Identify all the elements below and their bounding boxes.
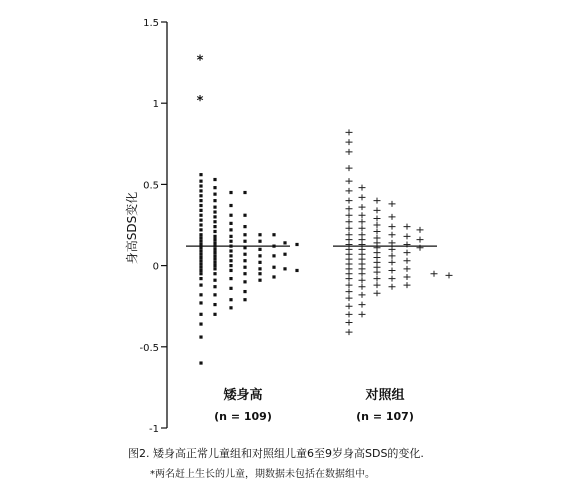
short-stature-point [199, 223, 202, 226]
short-stature-point [229, 264, 232, 267]
control-point [346, 311, 353, 317]
short-stature-point [272, 254, 275, 257]
control-point [359, 212, 366, 218]
short-stature-point [283, 253, 286, 256]
short-stature-point [199, 189, 202, 192]
control-point [404, 224, 411, 230]
control-point [404, 250, 411, 256]
short-stature-point [213, 261, 216, 264]
control-point [404, 274, 411, 280]
short-stature-point [199, 236, 202, 239]
short-stature-point [243, 272, 246, 275]
control-point [346, 319, 353, 325]
short-stature-point [243, 191, 246, 194]
short-stature-point [213, 285, 216, 288]
control-point [346, 178, 353, 184]
control-point [346, 295, 353, 301]
short-stature-point [199, 253, 202, 256]
short-stature-point [199, 283, 202, 286]
short-stature-point [243, 214, 246, 217]
outlier-point: * [196, 93, 204, 109]
short-stature-point [243, 290, 246, 293]
short-stature-point [199, 180, 202, 183]
short-stature-point [243, 280, 246, 283]
group-labels [214, 387, 414, 423]
y-tick-label: 1.5 [143, 18, 159, 29]
short-stature-point [283, 241, 286, 244]
control-point [374, 269, 381, 275]
control-point [359, 271, 366, 277]
short-stature-point [229, 259, 232, 262]
short-stature-point [199, 173, 202, 176]
control-point [346, 188, 353, 194]
short-stature-point [213, 230, 216, 233]
control-point [346, 289, 353, 295]
short-stature-point [229, 235, 232, 238]
group-n-label: (n = 109) [214, 410, 272, 423]
control-point [374, 222, 381, 228]
control-point [359, 277, 366, 283]
y-tick-label: 1 [152, 99, 159, 111]
short-stature-point [295, 269, 298, 272]
short-stature-point [199, 214, 202, 217]
short-stature-point [213, 258, 216, 261]
group-label: 对照组 [365, 388, 405, 403]
control-point [359, 204, 366, 210]
short-stature-point [258, 272, 261, 275]
short-stature-point [243, 298, 246, 301]
short-stature-point [199, 233, 202, 236]
control-point [374, 216, 381, 222]
short-stature-point [199, 199, 202, 202]
short-stature-point [258, 279, 261, 282]
control-point [346, 219, 353, 225]
figure-footnote: *两名赶上生长的儿童，期数据未包括在数据组中。 [150, 469, 375, 480]
short-stature-point [199, 335, 202, 338]
short-stature-point [229, 204, 232, 207]
y-tick-label: -0.5 [139, 342, 159, 354]
short-stature-point [213, 303, 216, 306]
control-point [346, 212, 353, 218]
short-stature-point [199, 259, 202, 262]
short-stature-point [213, 225, 216, 228]
short-stature-point [213, 272, 216, 275]
short-stature-point [243, 253, 246, 256]
control-point [346, 206, 353, 212]
control-point [374, 290, 381, 296]
short-stature-point [199, 249, 202, 252]
short-stature-point [272, 275, 275, 278]
control-point [346, 139, 353, 145]
group-n-label: (n = 107) [356, 410, 414, 423]
short-stature-point [213, 235, 216, 238]
short-stature-point [258, 267, 261, 270]
short-stature-point [295, 243, 298, 246]
control-point [404, 233, 411, 239]
short-stature-point [199, 204, 202, 207]
short-stature-point [213, 254, 216, 257]
short-stature-point [229, 277, 232, 280]
short-stature-point [199, 277, 202, 280]
control-point [359, 194, 366, 200]
control-point [346, 198, 353, 204]
short-stature-point [243, 240, 246, 243]
short-stature-point [229, 214, 232, 217]
control-point [346, 282, 353, 288]
control-point [389, 284, 396, 290]
control-point [346, 149, 353, 155]
control-point [446, 272, 453, 278]
control-point [389, 253, 396, 259]
data-marks [186, 53, 453, 364]
short-stature-point [199, 184, 202, 187]
short-stature-point [243, 266, 246, 269]
short-stature-point [258, 233, 261, 236]
control-point [359, 292, 366, 298]
short-stature-point [213, 199, 216, 202]
control-point [374, 276, 381, 282]
short-stature-point [229, 298, 232, 301]
short-stature-point [199, 361, 202, 364]
short-stature-point [213, 264, 216, 267]
control-point [417, 237, 424, 243]
control-point [374, 207, 381, 213]
control-point [374, 228, 381, 234]
control-point [389, 232, 396, 238]
control-point [359, 302, 366, 308]
control-point [359, 225, 366, 231]
short-stature-point [213, 178, 216, 181]
short-stature-point [243, 259, 246, 262]
short-stature-point [229, 306, 232, 309]
short-stature-point [199, 209, 202, 212]
short-stature-point [272, 233, 275, 236]
short-stature-point [229, 269, 232, 272]
short-stature-point [199, 256, 202, 259]
short-stature-point [229, 228, 232, 231]
control-point [389, 201, 396, 207]
short-stature-point [199, 301, 202, 304]
short-stature-point [243, 225, 246, 228]
control-point [346, 303, 353, 309]
short-stature-point [199, 266, 202, 269]
short-stature-point [213, 238, 216, 241]
short-stature-point [213, 206, 216, 209]
control-point [374, 282, 381, 288]
short-stature-point [213, 241, 216, 244]
control-point [359, 219, 366, 225]
short-stature-point [199, 262, 202, 265]
y-tick-label: -1 [149, 424, 159, 435]
short-stature-point [213, 215, 216, 218]
y-tick-label: 0 [152, 261, 159, 273]
short-stature-point [258, 261, 261, 264]
group-label: 矮身高 [223, 388, 263, 403]
short-stature-point [199, 272, 202, 275]
short-stature-point [213, 220, 216, 223]
figure-caption: 图2. 矮身高正常儿童组和对照组儿童6至9岁身高SDS的变化. [128, 447, 424, 460]
control-point [404, 266, 411, 272]
short-stature-point [243, 233, 246, 236]
short-stature-point [213, 248, 216, 251]
short-stature-point [229, 191, 232, 194]
control-point [389, 214, 396, 220]
control-point [389, 259, 396, 265]
short-stature-point [213, 193, 216, 196]
short-stature-point [229, 222, 232, 225]
short-stature-point [213, 293, 216, 296]
short-stature-point [199, 194, 202, 197]
short-stature-point [272, 266, 275, 269]
short-stature-point [199, 313, 202, 316]
short-stature-point [213, 186, 216, 189]
short-stature-point [213, 313, 216, 316]
short-stature-point [213, 279, 216, 282]
short-stature-point [199, 228, 202, 231]
short-stature-point [229, 254, 232, 257]
control-point [346, 225, 353, 231]
control-point [359, 311, 366, 317]
short-stature-point [199, 293, 202, 296]
control-point [404, 282, 411, 288]
short-stature-point [199, 322, 202, 325]
control-point [346, 276, 353, 282]
y-tick-label: 0.5 [143, 180, 159, 192]
short-stature-point [213, 267, 216, 270]
control-point [374, 198, 381, 204]
short-stature-point [199, 219, 202, 222]
short-stature-point [213, 251, 216, 254]
control-point [359, 284, 366, 290]
short-stature-point [258, 254, 261, 257]
y-axis-ticks [139, 18, 167, 435]
control-point [404, 258, 411, 264]
short-stature-point [199, 240, 202, 243]
control-point [346, 129, 353, 135]
short-stature-point [229, 240, 232, 243]
short-stature-point [229, 287, 232, 290]
control-point [389, 224, 396, 230]
short-stature-point [199, 269, 202, 272]
short-stature-point [258, 240, 261, 243]
short-stature-point [229, 249, 232, 252]
control-point [346, 329, 353, 335]
control-point [389, 240, 396, 246]
control-point [389, 246, 396, 252]
short-stature-point [283, 267, 286, 270]
short-stature-point [258, 248, 261, 251]
control-point [389, 267, 396, 273]
control-point [431, 271, 438, 277]
control-point [346, 165, 353, 171]
control-point [389, 276, 396, 282]
outlier-point: * [196, 53, 204, 69]
short-stature-point [213, 210, 216, 213]
control-point [417, 227, 424, 233]
y-axis-label: 身高SDS变化 [125, 191, 139, 265]
control-point [359, 185, 366, 191]
